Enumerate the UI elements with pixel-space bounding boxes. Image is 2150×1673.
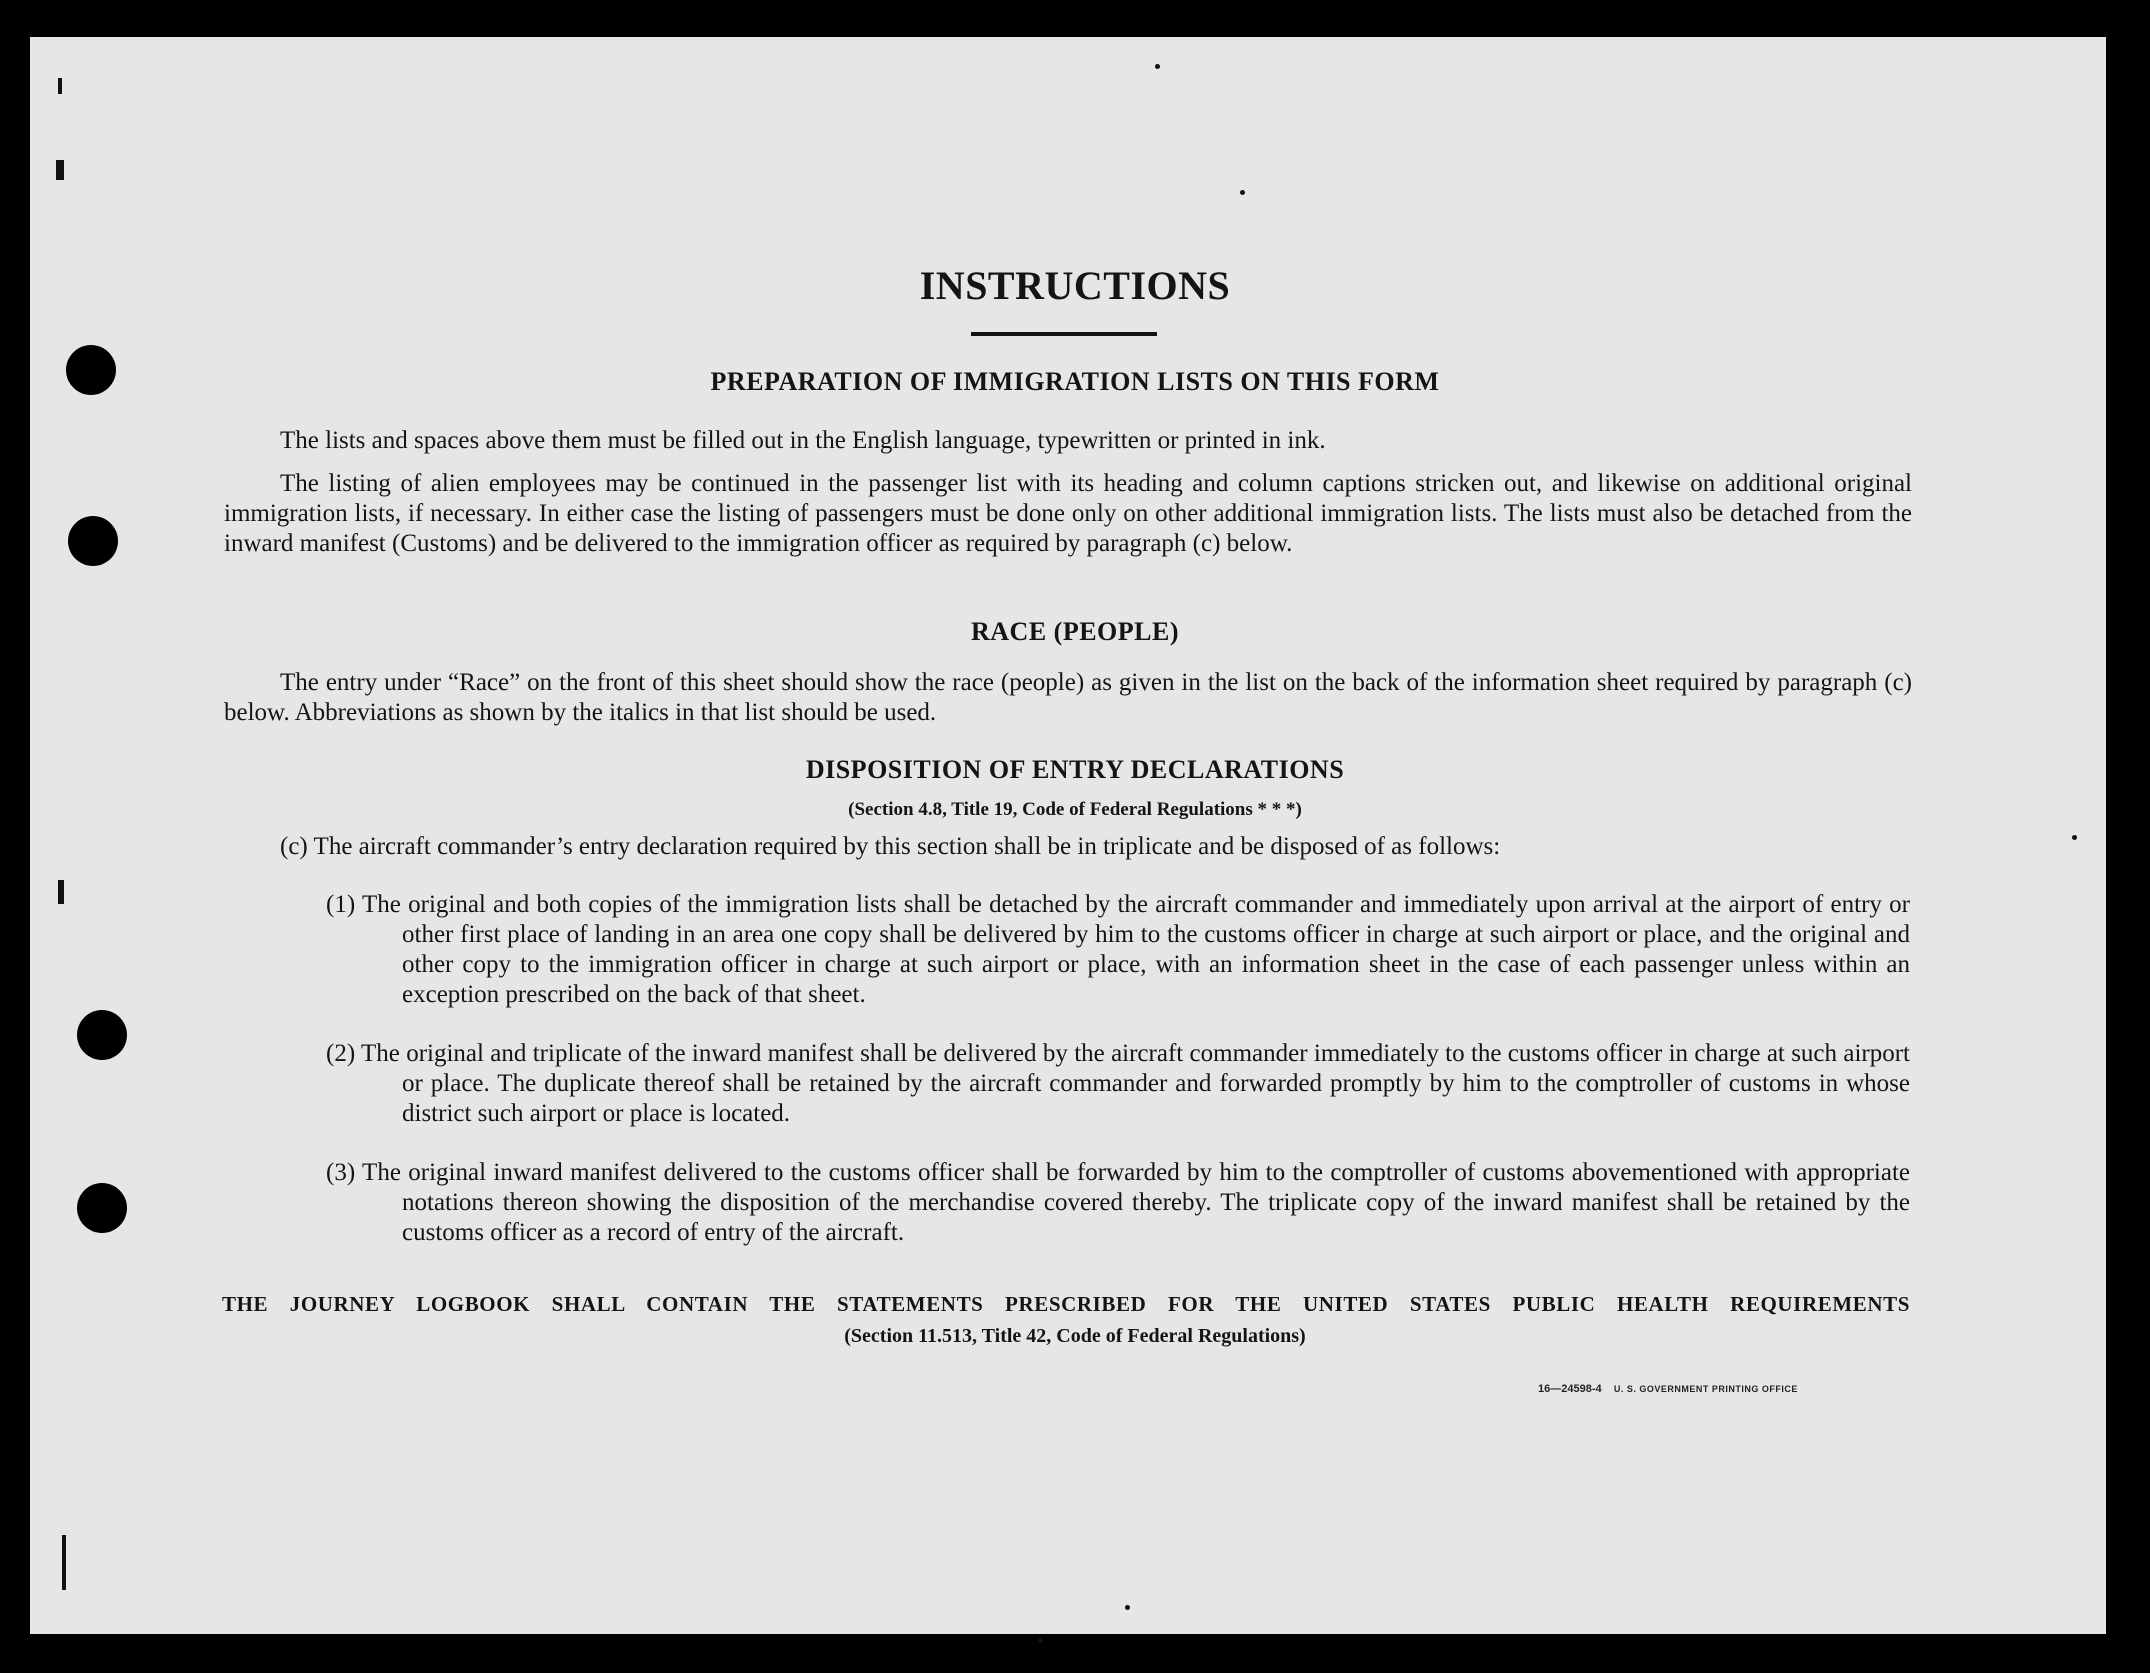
race-paragraph: The entry under “Race” on the front of this sheet should show the race (people) as given in the list on the back of the information sheet required by paragraph (c) below. Abbreviations as shown by the italics in that list should be used. (224, 669, 1912, 726)
binder-hole (77, 1183, 127, 1233)
scan-speck (1240, 190, 1245, 195)
scan-mark (56, 160, 64, 180)
printer-office: U. S. GOVERNMENT PRINTING OFFICE (1613, 1384, 1798, 1394)
scan-mark (62, 1535, 66, 1590)
scan-mark (58, 880, 64, 904)
printer-code: 16—24598-4 (1538, 1383, 1602, 1395)
preparation-paragraph: The listing of alien employees may be continued in the passenger list with its heading and column captions stricken out, and likewise on additional original immigration lists, if necessary. In either case the listing of passengers must be done only on other additional immigration lists. The lists must also be detached from the inward manifest (Customs) and be delivered to the immigration officer as required by paragraph (c) below. (224, 470, 1912, 557)
preparation-paragraph: The lists and spaces above them must be filled out in the English language, typewritten or printed in ink. (280, 427, 1326, 454)
journey-citation: (Section 11.513, Title 42, Code of Federal Regulations) (844, 1325, 1306, 1347)
scan-mark (58, 78, 62, 94)
disposition-item: (3) The original inward manifest delivered to the customs officer shall be forwarded by him to the comptroller of customs abovementioned with appropriate notations thereon showing the disposition of the merchandise covered thereby. The triplicate copy of the inward manifest shall be retained by the customs officer as a record of entry of the aircraft. (326, 1159, 1910, 1246)
scan-speck (1125, 1605, 1130, 1610)
disposition-citation: (Section 4.8, Title 19, Code of Federal Regulations * * *) (848, 799, 1302, 820)
page-title: INSTRUCTIONS (919, 263, 1231, 308)
disposition-item: (2) The original and triplicate of the inward manifest shall be delivered by the aircraft commander immediately to the customs officer in charge at such airport or place. The duplicate thereof shall be retained by the aircraft commander and forwarded promptly by him to the comptroller of customs in whose district such airport or place is located. (326, 1040, 1910, 1127)
journey-statement: THE JOURNEY LOGBOOK SHALL CONTAIN THE STATEMENTS PRESCRIBED FOR THE UNITED STATES PUBLIC HEALTH REQUIREMENTS (222, 1292, 1910, 1316)
printer-imprint (1538, 1383, 1798, 1395)
disposition-intro: (c) The aircraft commander’s entry declaration required by this section shall be in triplicate and be disposed of as follows: (280, 833, 1501, 860)
disposition-item: (1) The original and both copies of the immigration lists shall be detached by the aircraft commander and immediately upon arrival at the airport of entry or other first place of landing in an area one copy shall be delivered by him to the customs officer in charge at such airport or place, and the original and other copy to the immigration officer in charge at such airport or place, with an information sheet in the case of each passenger unless within an exception prescribed on the back of that sheet. (326, 891, 1910, 1008)
preparation-heading: PREPARATION OF IMMIGRATION LISTS ON THIS FORM (710, 367, 1440, 396)
disposition-heading: DISPOSITION OF ENTRY DECLARATIONS (805, 755, 1345, 784)
scan-speck (2072, 835, 2077, 840)
scan-speck (1155, 64, 1160, 69)
scan-speck (1038, 1638, 1043, 1643)
binder-hole (68, 516, 118, 566)
binder-hole (77, 1010, 127, 1060)
race-heading: RACE (PEOPLE) (971, 617, 1179, 646)
title-underline (971, 332, 1157, 336)
